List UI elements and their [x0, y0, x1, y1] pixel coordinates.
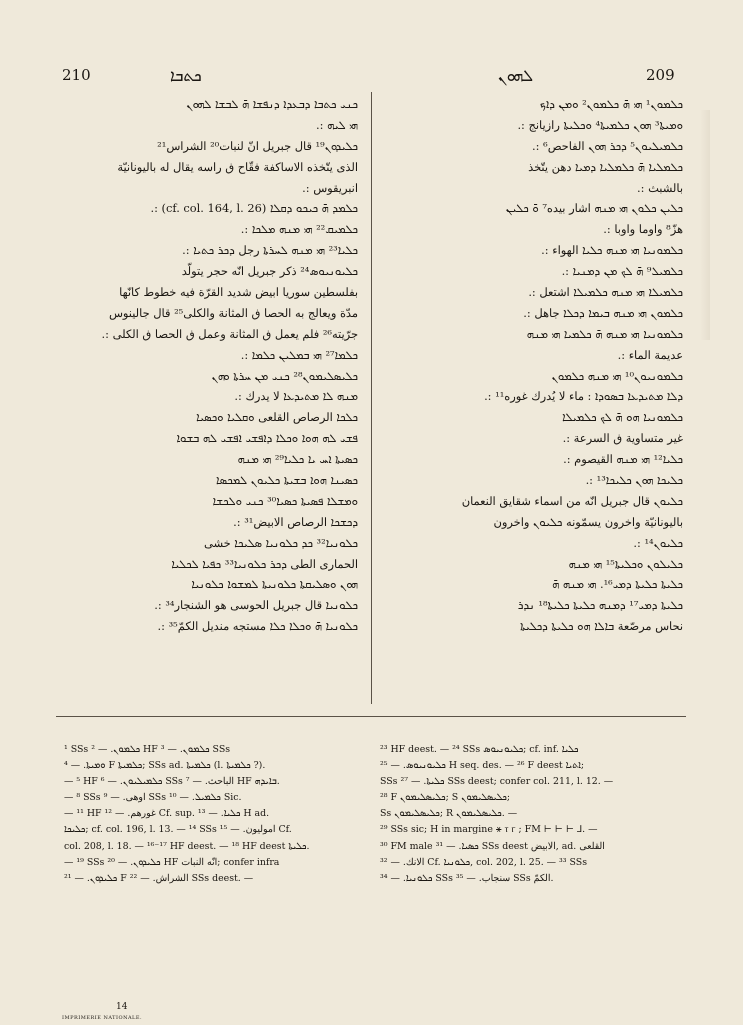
text-line: بالشبث :.	[637, 180, 683, 195]
text-line: ܟܠܡܐ²⁷ ܗܝ ܒܡܠܝܢ ܟܠܡܐ :.	[240, 347, 358, 362]
text-line: الحمارى الطى ܕܟܪ ܟܠܘܢܝܐ³³ ܟܦܝܐ ܠܟܠܝܐ	[171, 556, 358, 571]
column-divider	[371, 92, 372, 704]
text-line: ܟܠܝܐ¹² ܗܝ ܡܢܗ القيصوم :.	[563, 452, 683, 467]
footnote-line: ܘܡܝܬܐ. — ⁴ F ܟܠܡܝܬܐ; SSs ad. ܟܠܡܝܬܐ (l. ܟܠܡܝܬܐ ?).	[64, 760, 266, 772]
text-line: ܗܘܢ ܘܣܠܝܩܬܐ ܟܠܘܢܝܬܐ ܠܡܫܘܐ ܟܠܘܢܝܐ	[191, 577, 358, 592]
footnote-line: الانك. — ³² Cf. ܟܠܘܢܝܐ, col. 202, l. 25. — ³³ SSs	[380, 856, 588, 868]
footnote-line: Ss ܟܠܝܣܠܝܡܘܢ; R ܟܠܝܣܠܝܡܘܢ. —	[380, 808, 518, 820]
text-line: ܟܣܝܬܐ ܐܚ ܝܐ ܟܠܝܐ²⁹ ܗܝ ܡܢܗ	[237, 452, 358, 467]
footnote-line: ܟܠܘܢܝܐ. — ³⁴ SSs سنجاب. — ³⁵ SSs الكمّ.	[380, 872, 554, 884]
footnote-line: ³⁰ FM male ܟܣܝܐ. — ³¹ SSs deest الابيض, ad. القلعى	[380, 840, 605, 852]
imprint-line: IMPRIMERIE NATIONALE.	[62, 1015, 143, 1021]
text-line: ܟܠܡܕ ܗ̄ ܟܝܟܘ ܕܩܠܐ (cf. col. 164, l. 26) :.	[150, 201, 358, 216]
text-line: ܟܠܝܘܢܝܘܣ²⁴ ذكر جبريل انّه حجر يتولّد	[181, 264, 358, 279]
left-text-column	[56, 94, 358, 637]
text-line: ܟܠܡܘܢ¹ ܗܝ ܗ̄ ܟܠܡܘܢ² ܘܡܢ ܕܐܟ	[539, 97, 683, 111]
text-line: ܘܡܫܠܐ ܦܣܝܬܐ ܟܣܝܐ³⁰ ܟܢܝ ܘܠܟܫܐ	[212, 493, 358, 508]
footnote-line: ܟܠܝܟܐ; cf. col. 196, l. 13. — ¹⁴ SSs اموليون. — ¹⁵ Cf.	[64, 824, 292, 836]
footnote-line: col. 208, l. 18. — ¹⁶⁻¹⁷ HF deest. — ¹⁸ HF deest ܟܠܝܬܐ.	[64, 840, 310, 852]
text-line: ܟܢܝ ܟܬܒܐ ܕܒܥܕܐ ܕܢܦܫܐ ܗ̄ ܠܒܫܐ ܠܗܘܢ	[186, 97, 358, 111]
text-line: ܟܠܝܬܐ ܕܡܝ¹⁷ ܕܡܢܗ ܟܠܝܬܐ ܟܠܝܬܐ¹⁸ ܢܕܪ	[517, 598, 683, 613]
text-line: ܟܠܝܢ ܟܠܘܢ ܗܝ ܡܢܗ اشار بيده⁷ ܘ̄ ܟܠܝܢ	[505, 201, 683, 216]
text-line: ܟܣܝܢܐ ܗܘܐ ܒܫܝܬܐ ܟܠܝܘܢ ܠܡܟܣܐ	[216, 473, 358, 488]
text-line: ܟܠܝܬܐ ܟܠܝܬܐ ܕܡܝ¹⁶. ܗܝ ܡܢܗ ܗ̄	[552, 577, 683, 592]
footnote-line: — ¹¹ HF غورهم. — ¹² Cf. sup. ܟܠܝܐ. — ¹³ H ad.	[64, 808, 270, 820]
text-line: ܟܠܝܟܐ ܗܘܢ ܟܠܝܟܐ¹³ :.	[585, 473, 683, 488]
right-footnotes	[380, 742, 676, 887]
footnote-line: ܟܠܝܘܢܝܘܣ. — ²⁵ H seq. des. — ²⁶ F deest ܐܬܝܐ;	[380, 760, 585, 772]
text-line: ܟܠܡܘܢܝܐ ܗܝ ܡܢܗ ܟܠܝܐ الهواء :.	[541, 243, 683, 258]
text-line: باليونانيّة واخرون يسمّونه ܟܠܝܘܢ واخرون	[493, 514, 683, 529]
text-line: ܟܠܡܘܢܝܐ ܗܝ ܡܢܗ ܗ̄ ܟܠܡܝܐ ܗܝ ܡܢܗ	[526, 326, 683, 341]
text-line: ܟܠܘܢܝܐ³² ܟܕ ܟܠܘܢܝܐ ܣܠܝܟܐ خشى	[203, 535, 358, 550]
text-line: ܟܠܝܠܘܢ ܘܟܠܝܬܐ¹⁵ ܗܝ ܡܢܗ	[568, 556, 683, 571]
footnote-line: — ⁵ HF ܟܠܡܝܠܝܘܢ. — ⁶ SSs الباحث. — ⁷ HF ܒܐܝܕܗ.	[64, 776, 280, 788]
text-line: نحاس مرصّعة ܒܐܠܐ ܗܘ ܟܠܝܬܐ ܕܟܠܝܬܐ	[520, 619, 683, 634]
text-line: ܟܠܘܢܝܐ ܗ̄ ܘܟܠܐ ܟܠܐ مستجه منديل الكمّ³⁵ :.	[157, 619, 358, 634]
text-line: ܟܠܡܘܢܝܘܢ¹⁰ ܗܝ ܡܢܗ ܟܠܡܘܢ	[551, 368, 683, 383]
text-line: ܟܠܡܝܩ²² ܗܝ ܡܢܗ ܡܠܟܐ :.	[240, 222, 358, 237]
text-line: ܟܠܝܐ²³ ܗܝ ܡܢܗ ܠܚܪܬܐ رجل ܕܟܪ ܟܬܝܐ :.	[182, 243, 358, 258]
right-text-column	[381, 94, 683, 637]
footnote-line: ¹ SSs ܟܠܡܘܢ. — ² HF ܟܠܡܘܢ. — ³ SSs	[64, 744, 231, 755]
text-line: ܟܠܡܝܠܝܘܢ⁵ ܕܟܪ ܗܘܢ الفاحص⁶ :.	[532, 138, 683, 153]
text-line: ܟܠܝܘܢ¹⁴ :.	[633, 535, 683, 550]
footnote-line: SSs ܟܠܝܬܐ. — ²⁷ SSs deest; confer col. 211, l. 12. —	[380, 776, 614, 788]
footnote-separator	[56, 716, 686, 717]
text-line: انبريقوس :.	[302, 180, 358, 195]
footnote-line: ²³ HF deest. — ²⁴ SSs ܟܠܝܘܢܝܘܣ; cf. inf. ܟܠܝܐ	[380, 744, 579, 755]
page-edge-shading	[700, 110, 710, 340]
text-line: ܟܠܡܘܢܝܐ ܗܘ ܗ̄ ܠܟ ܟܠܡܝܠܐ	[562, 410, 683, 425]
footnote-line: ²⁸ F ܟܠܝܣܠܝܡܘܢ; S ܟܠܝܣܠܝܡܘܢ;	[380, 792, 511, 804]
text-line: بفلسطين سوريا ابيض شديد القرّة فيه خطوط كانّها	[119, 285, 358, 300]
text-line: ܟܠܝܕܘܢ¹⁹ قال جبريل انّ لنبات²⁰ الشراس²¹	[157, 138, 358, 153]
right-page-number: 209	[646, 66, 675, 84]
text-line: ܕܠܐ ܡܬܝܕܥܐ ܒܣܘܕܐ : ماء لا يُدرك غوره¹¹ :.	[484, 389, 683, 404]
text-line: ܟܠܘܢܝܐ قال جبريل الحوسى هو الشنجار³⁴ :.	[154, 598, 358, 613]
text-line: غير متساوية ڧ السرعة :.	[562, 431, 683, 446]
text-line: ܦܫܝ ܠܗ ܗܘܐ ܘܟܠܐ ܕܐܦܫܝ ܐܦܫܝ ܠܗ ܒܫܘܐ	[176, 431, 358, 446]
footnote-line: ²⁹ SSs sic; H in margine ⚹ ⲧ ⲅ ; FM ⊢ ⊢ ⊢ ⅃. —	[380, 824, 598, 836]
signature-mark: 14	[116, 1002, 128, 1012]
text-line: ܟܠܡܝܠܐ ܗܝ ܡܢܗ ܟܠܡܝܠܐ اشتعل :.	[528, 285, 683, 300]
footnote-line: — ⁸ SSs اوهى. — ⁹ SSs ܟܠܡܝܠ. — ¹⁰ Sic.	[64, 792, 242, 804]
left-page-number: 210	[62, 66, 91, 84]
text-line: جرّيته²⁶ فلم يعمل ڧ المثانة وعمل ڧ الحصا ڧ الكلى :.	[101, 326, 358, 341]
right-running-title: ܠܗܘܢ	[498, 66, 534, 85]
text-line: ܟܠܝܘܢ قال جبريل انّه من اسماء شقايق النعمان	[461, 493, 683, 508]
text-line: ܘܡܝܬܐ³ ܗܘܢ ܟܠܡܝܬܐ⁴ ܘܟܠܝܬܐ رازيانج :.	[517, 117, 683, 132]
text-line: ܟܠܡܝܠ⁹ ܗ̄ ܠܟ ܡܢ ܕܡܢܝܐ :.	[561, 264, 683, 279]
footnote-line: — ¹⁹ SSs ܟܠܝܕܘܢ. — ²⁰ HF انّه النبات; confer infra	[64, 856, 280, 868]
text-line: ܕܟܫܟܐ الرصاص الابيض³¹ :.	[233, 514, 358, 529]
text-line: الذى يتّخذه الاساكفة فقّاح ڧ راسه يقال له باليونانيّة	[117, 159, 358, 174]
text-line: ܟܠܡܠܝܐ ܗ̄ ܟܠܡܠܝܐ ܕܡܝܐ دهن يتّخذ	[528, 159, 683, 174]
text-line: هزّ⁸ واوما واوبا :.	[603, 222, 683, 237]
text-line: ܗܝ ܠܝܗ :.	[316, 117, 358, 132]
text-line: ܟܠܝܣܠܝܡܘܢ²⁸ ܟܢܝ ܡܢ ܚܪܬܐ ܘܗܢ	[211, 368, 358, 383]
text-line: مدّة ويعالج به الحصا ڧ المثانة والكلى²⁵ قال جالينوس	[108, 305, 358, 320]
footnote-line: ܟܠܝܕܘܢ. — ²¹ F الشراش. — ²² SSs deest. —	[64, 872, 254, 884]
text-line: ܟܠܡܘܢ ܗܝ ܡܢܗ ܒܝܡܐ ܕܟܠܐ جاهل :.	[523, 305, 683, 320]
text-line: ܡܢܗ ܠܐ ܡܬܝܕܥܐ لا يدرك :.	[234, 389, 358, 404]
text-line: ܟܠܟܐ الرصاص القلعى ܘܩܠܝܐ ܘܟܣܝܐ	[196, 410, 358, 425]
left-footnotes	[64, 742, 360, 887]
text-line: عديمة الماء :.	[617, 347, 683, 362]
left-running-title: ܟܬܒܐ	[170, 66, 202, 85]
